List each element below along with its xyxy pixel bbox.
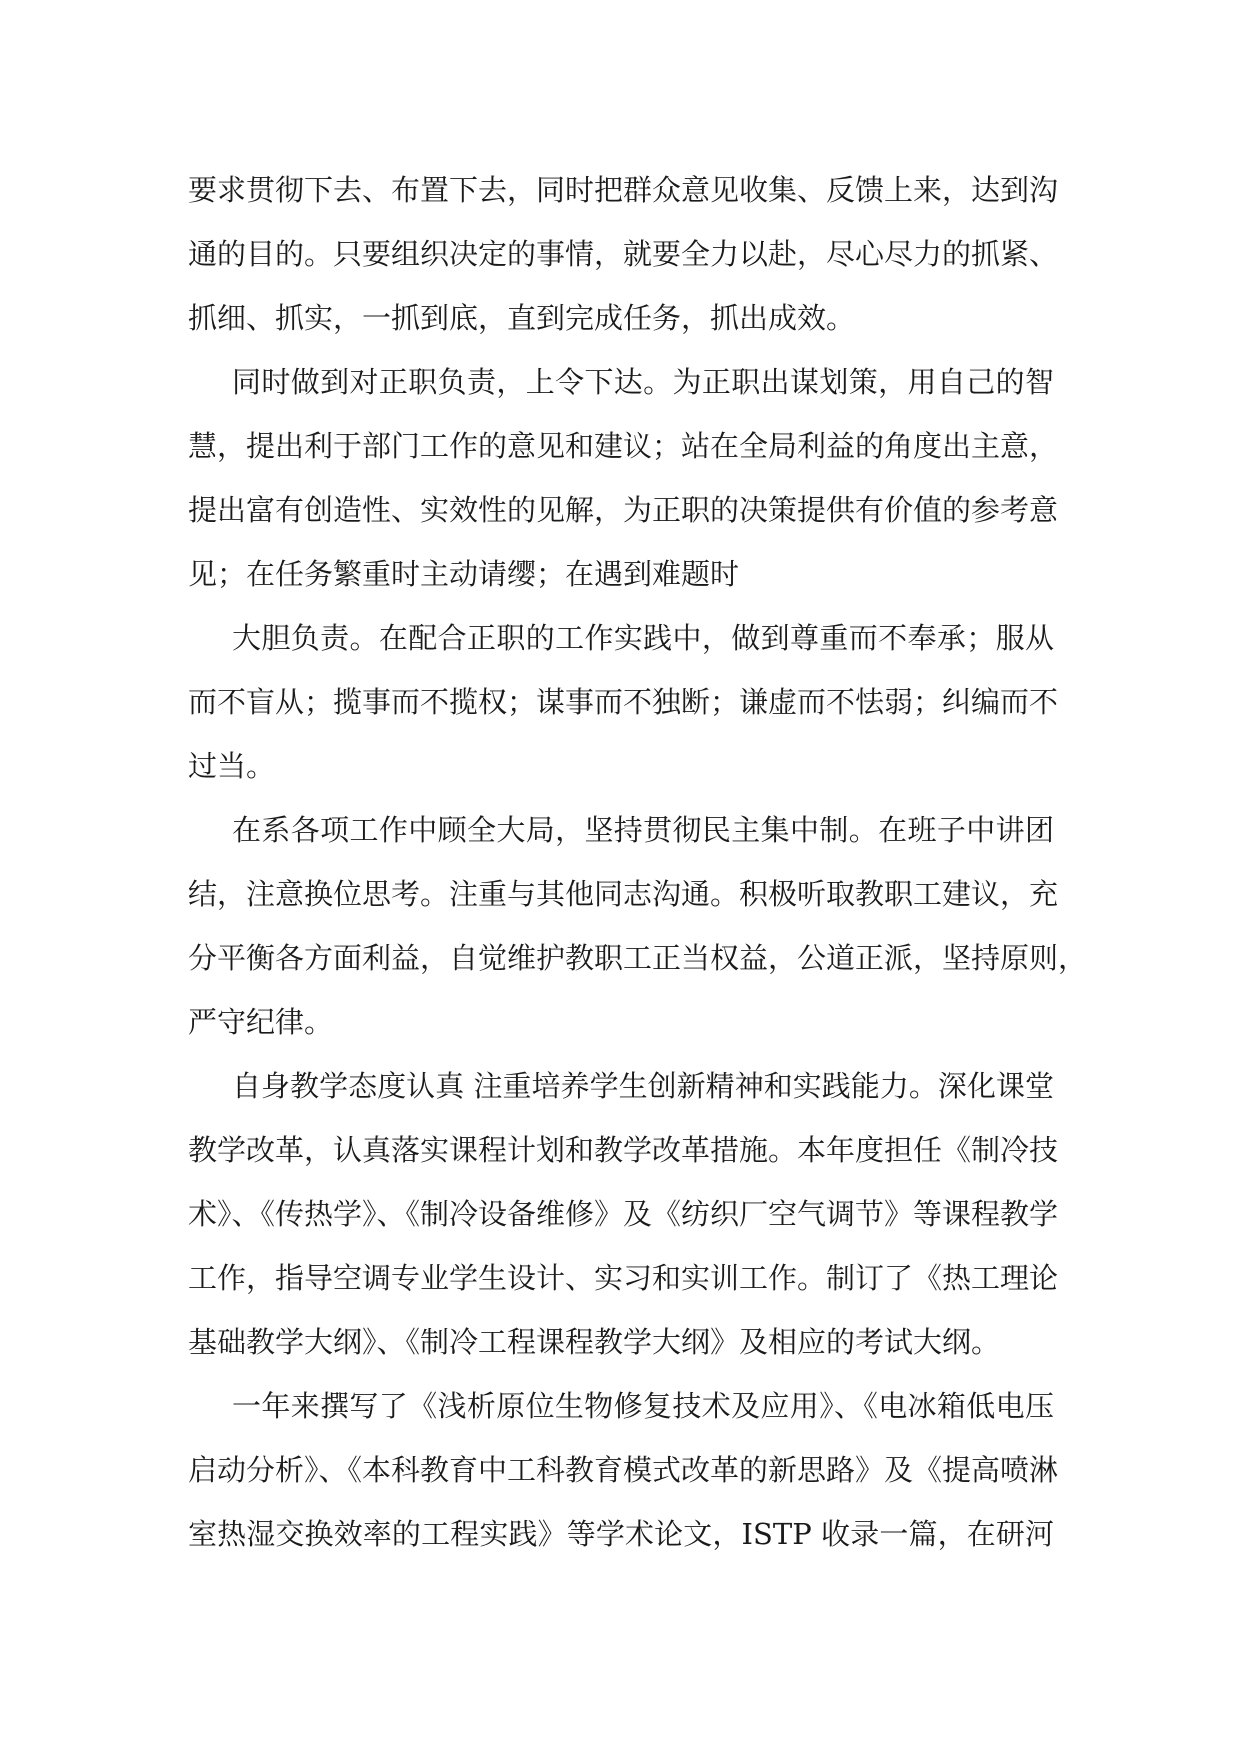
document-body: [188, 158, 1088, 1566]
text-line: 分平衡各方面利益，自觉维护教职工正当权益，公道正派，坚持原则，: [188, 941, 1088, 975]
text-line: 教学改革，认真落实课程计划和教学改革措施。本年度担任《制冷技: [188, 1133, 1059, 1167]
text-line: 自身教学态度认真 注重培养学生创新精神和实践能力。深化课堂: [232, 1069, 1054, 1103]
text-line: 抓细、抓实，一抓到底，直到完成任务，抓出成效。: [188, 301, 856, 335]
text-line: 在系各项工作中顾全大局，坚持贯彻民主集中制。在班子中讲团: [232, 813, 1054, 847]
text-line: 基础教学大纲》、《制冷工程课程教学大纲》及相应的考试大纲。: [188, 1325, 1001, 1359]
text-line: 术》、《传热学》、《制冷设备维修》及《纺织厂空气调节》等课程教学: [188, 1197, 1059, 1231]
text-line: 见；在任务繁重时主动请缨；在遇到难题时: [188, 557, 740, 591]
paragraph-4: [188, 798, 1088, 1054]
paragraph-3: [188, 606, 1059, 798]
paragraph-2: [188, 350, 1059, 606]
text-line: 启动分析》、《本科教育中工科教育模式改革的新思路》及《提高喷淋: [188, 1453, 1059, 1487]
text-line: 严守纪律。: [188, 1005, 334, 1039]
text-line: 一年来撰写了《浅析原位生物修复技术及应用》、《电冰箱低电压: [232, 1389, 1054, 1423]
text-line: 同时做到对正职负责，上令下达。为正职出谋划策，用自己的智: [232, 365, 1054, 399]
text-line: 通的目的。只要组织决定的事情，就要全力以赴，尽心尽力的抓紧、: [188, 237, 1059, 271]
text-line: 慧，提出利于部门工作的意见和建议；站在全局利益的角度出主意，: [188, 429, 1059, 463]
text-line: 室热湿交换效率的工程实践》等学术论文，ISTP 收录一篇，在研河: [188, 1517, 1054, 1551]
paragraph-1: [188, 158, 1059, 350]
paragraph-5: [188, 1054, 1059, 1374]
text-line: 结，注意换位思考。注重与其他同志沟通。积极听取教职工建议，充: [188, 877, 1059, 911]
text-line: 工作，指导空调专业学生设计、实习和实训工作。制订了《热工理论: [188, 1261, 1059, 1295]
text-line: 提出富有创造性、实效性的见解，为正职的决策提供有价值的参考意: [188, 493, 1059, 527]
paragraph-6: [188, 1374, 1059, 1566]
text-line: 而不盲从；揽事而不揽权；谋事而不独断；谦虚而不怯弱；纠编而不: [188, 685, 1059, 719]
text-line: 过当。: [188, 749, 276, 783]
text-line: 要求贯彻下去、布置下去，同时把群众意见收集、反馈上来，达到沟: [188, 173, 1059, 207]
text-line: 大胆负责。在配合正职的工作实践中，做到尊重而不奉承；服从: [232, 621, 1054, 655]
